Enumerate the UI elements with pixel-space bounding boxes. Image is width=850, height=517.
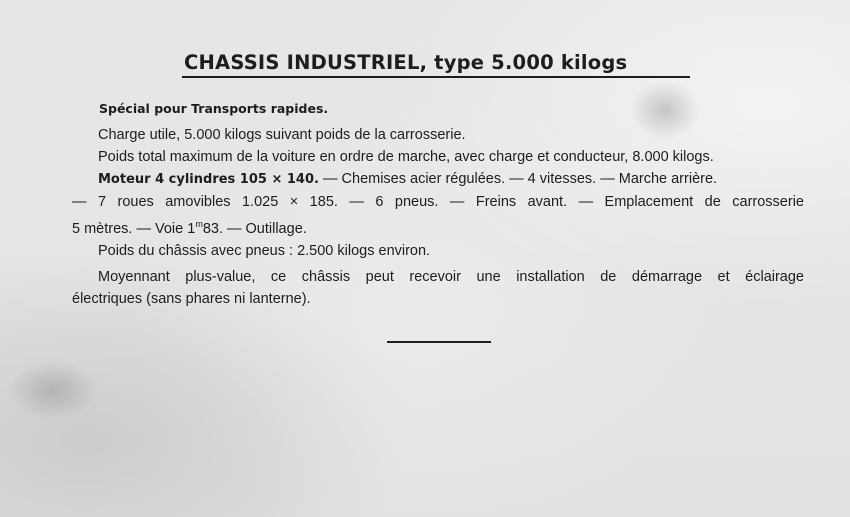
moteur-label: Moteur 4 cylindres 105 × 140. [98, 172, 319, 187]
roues-line: — 7 roues amovibles 1.025 × 185. — 6 pneus. — Freins avant. — Emplacement de carrosserie [72, 194, 804, 210]
voie-text-end: 83. — Outillage. [202, 220, 307, 237]
title-underline [182, 76, 690, 78]
voie-line [72, 213, 804, 240]
plus-value-line-1: Moyennant plus-value, ce châssis peut recevoir une installation de démarrage et éclairage [98, 268, 804, 285]
specifications-text [72, 124, 804, 310]
charge-line: Charge utile, 5.000 kilogs suivant poids de la carrosserie. [98, 127, 466, 143]
poids-chassis-line: Poids du châssis avec pneus : 2.500 kilogs environ. [98, 242, 431, 259]
moteur-line [72, 168, 804, 191]
document-title: CHASSIS INDUSTRIEL, type 5.000 kilogs [184, 51, 628, 74]
closing-rule [387, 341, 491, 343]
document-subtitle: Spécial pour Transports rapides. [99, 101, 329, 116]
poids-total-line: Poids total maximum de la voiture en ordre de marche, avec charge et conducteur, 8.000 kilogs. [98, 149, 714, 165]
voie-text: 5 mètres. — Voie 1 [72, 220, 196, 237]
plus-value-line-2: électriques (sans phares ni lanterne). [72, 290, 311, 307]
stain [8, 360, 98, 420]
voie-superscript: m [195, 219, 203, 229]
moteur-details: — Chemises acier régulées. — 4 vitesses. — Marche arrière. [323, 171, 718, 187]
